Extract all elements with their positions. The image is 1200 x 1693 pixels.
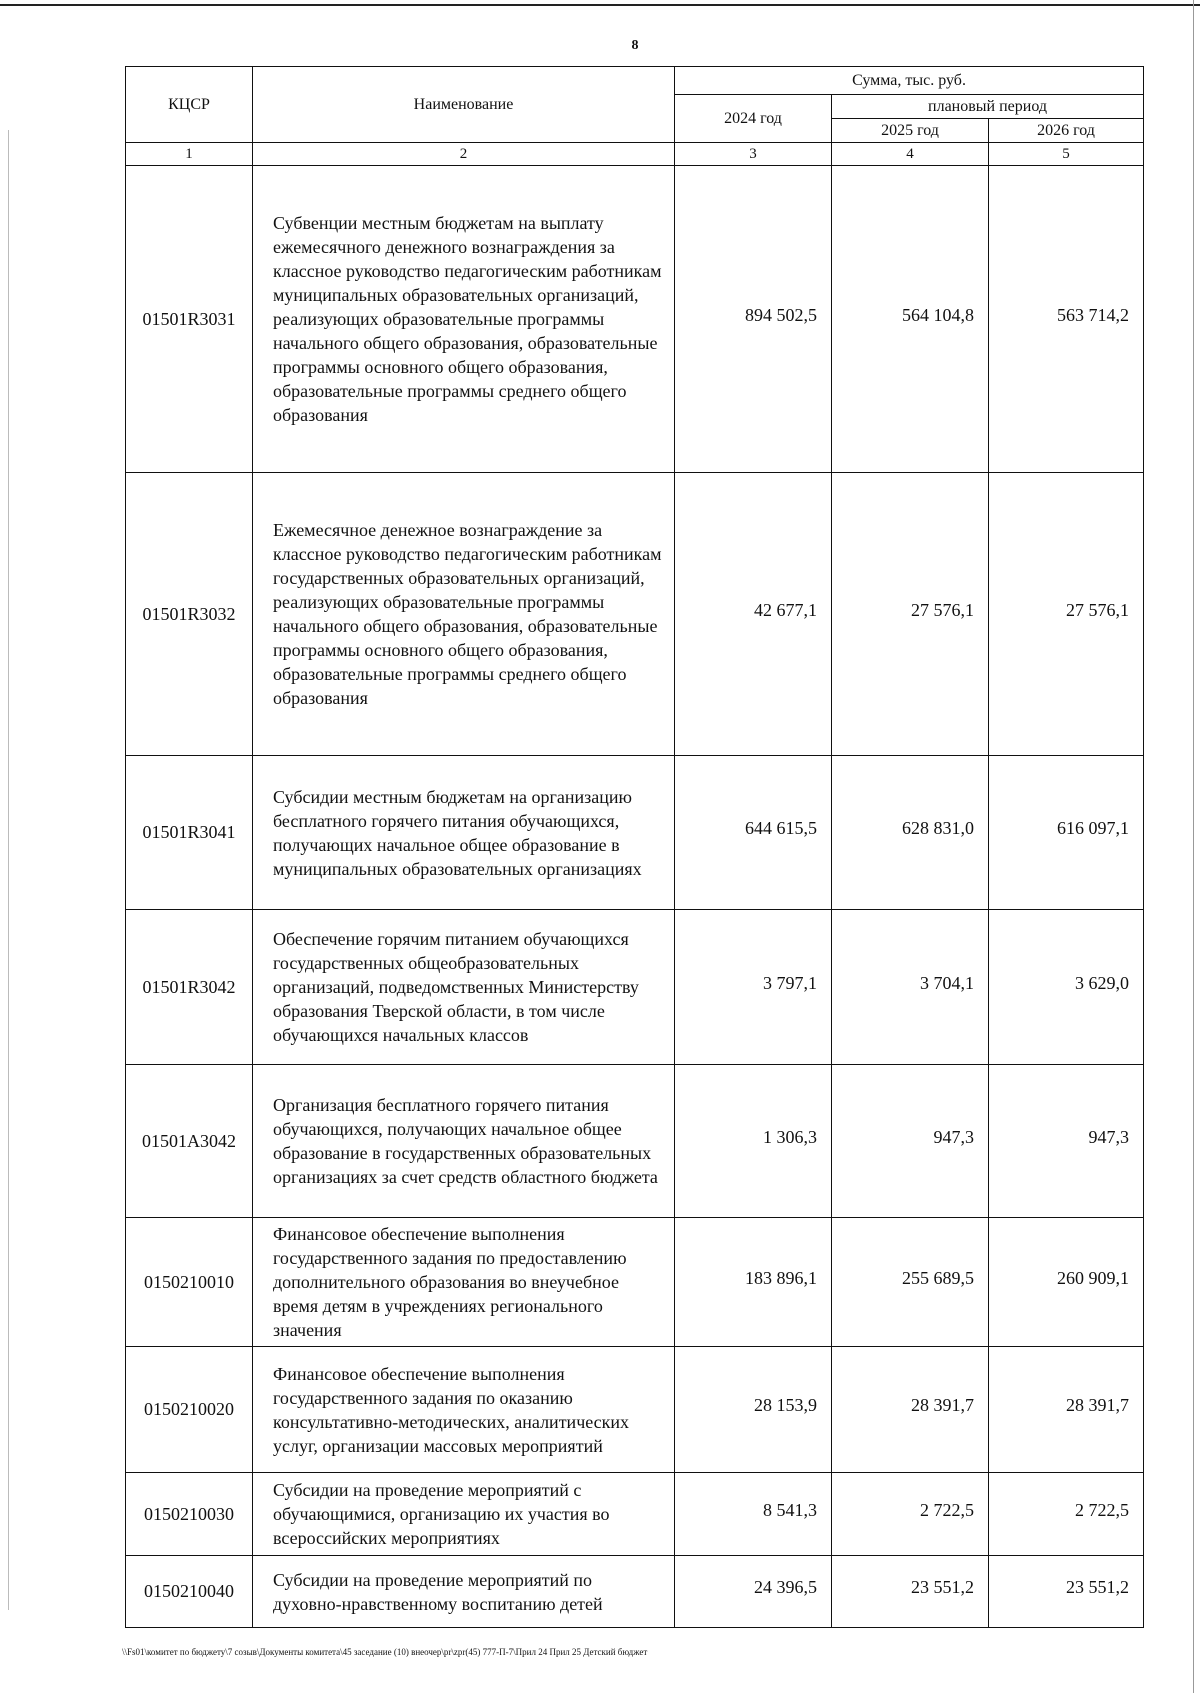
value-2025: 564 104,8 (832, 166, 989, 473)
row-name: Финансовое обеспечение выполнения государственного задания по оказанию консультативно-методических, аналитических услуг, организации массовых мероприятий (253, 1347, 675, 1473)
page-number: 8 (631, 38, 639, 53)
header-year-2026: 2026 год (989, 119, 1144, 143)
value-2024: 183 896,1 (675, 1218, 832, 1347)
row-code: 0150210030 (126, 1473, 253, 1556)
value-2025: 255 689,5 (832, 1218, 989, 1347)
row-name: Финансовое обеспечение выполнения государственного задания по предоставлению дополнительного образования во внеучебное время детям в учреждениях регионального значения (253, 1218, 675, 1347)
row-code: 01501А3042 (126, 1065, 253, 1218)
table-row (126, 473, 1144, 756)
value-2024: 42 677,1 (675, 473, 832, 756)
value-2025: 947,3 (832, 1065, 989, 1218)
value-2024: 28 153,9 (675, 1347, 832, 1473)
value-2026: 616 097,1 (989, 756, 1144, 910)
row-code: 01501R3041 (126, 756, 253, 910)
value-2024: 1 306,3 (675, 1065, 832, 1218)
row-code: 01501R3032 (126, 473, 253, 756)
value-2024: 894 502,5 (675, 166, 832, 473)
row-name: Организация бесплатного горячего питания обучающихся, получающих начальное общее образование в государственных образовательных организациях за счет средств областного бюджета (253, 1065, 675, 1218)
value-2025: 2 722,5 (832, 1473, 989, 1556)
table-row (126, 1473, 1144, 1556)
table-row (126, 1556, 1144, 1628)
row-name: Субсидии местным бюджетам на организацию бесплатного горячего питания обучающихся, получающих начальное общее образование в муниципальных образовательных организациях (253, 756, 675, 910)
value-2026: 2 722,5 (989, 1473, 1144, 1556)
row-name: Субсидии на проведение мероприятий по духовно-нравственному воспитанию детей (253, 1556, 675, 1628)
header-name: Наименование (253, 67, 675, 143)
header-year-2024: 2024 год (675, 95, 832, 143)
value-2025: 628 831,0 (832, 756, 989, 910)
column-number: 3 (675, 143, 832, 166)
column-number: 4 (832, 143, 989, 166)
value-2026: 3 629,0 (989, 910, 1144, 1065)
header-sum: Сумма, тыс. руб. (675, 67, 1144, 95)
top-border-line (0, 4, 1200, 6)
row-name: Обеспечение горячим питанием обучающихся государственных общеобразовательных организаций, подведомственных Министерству образования Тверской области, в том числе обучающихся начальных классов (253, 910, 675, 1065)
value-2025: 23 551,2 (832, 1556, 989, 1628)
value-2025: 28 391,7 (832, 1347, 989, 1473)
value-2026: 563 714,2 (989, 166, 1144, 473)
header-year-2025: 2025 год (832, 119, 989, 143)
value-2025: 3 704,1 (832, 910, 989, 1065)
column-number: 2 (253, 143, 675, 166)
scan-edge-line (1193, 0, 1194, 1693)
value-2024: 3 797,1 (675, 910, 832, 1065)
row-code: 0150210010 (126, 1218, 253, 1347)
value-2026: 27 576,1 (989, 473, 1144, 756)
value-2024: 8 541,3 (675, 1473, 832, 1556)
row-name: Субвенции местным бюджетам на выплату ежемесячного денежного вознаграждения за классное руководство педагогическим работникам муниципальных образовательных организаций, реализующих образовательные программы начального общего образования, образовательные программы основного общего образования, образовательные программы среднего общего образования (253, 166, 675, 473)
value-2025: 27 576,1 (832, 473, 989, 756)
table-row (126, 166, 1144, 473)
column-number: 1 (126, 143, 253, 166)
value-2026: 28 391,7 (989, 1347, 1144, 1473)
table-row (126, 1347, 1144, 1473)
scan-edge-line (8, 130, 9, 1610)
table-row (126, 756, 1144, 910)
value-2024: 644 615,5 (675, 756, 832, 910)
value-2024: 24 396,5 (675, 1556, 832, 1628)
value-2026: 23 551,2 (989, 1556, 1144, 1628)
row-code: 01501R3042 (126, 910, 253, 1065)
table-row (126, 1065, 1144, 1218)
row-code: 0150210020 (126, 1347, 253, 1473)
column-number: 5 (989, 143, 1144, 166)
row-name: Субсидии на проведение мероприятий с обучающимися, организацию их участия во всероссийских мероприятиях (253, 1473, 675, 1556)
row-code: 0150210040 (126, 1556, 253, 1628)
table-row (126, 1218, 1144, 1347)
value-2026: 947,3 (989, 1065, 1144, 1218)
header-planned-period: плановый период (832, 95, 1144, 119)
row-name: Ежемесячное денежное вознаграждение за классное руководство педагогическим работникам государственных образовательных организаций, реализующих образовательные программы начального общего образования, образовательные программы основного общего образования, образовательные программы среднего общего образования (253, 473, 675, 756)
budget-table (125, 66, 1144, 1628)
row-code: 01501R3031 (126, 166, 253, 473)
table-row (126, 910, 1144, 1065)
header-kcsr: КЦСР (126, 67, 253, 143)
value-2026: 260 909,1 (989, 1218, 1144, 1347)
file-path-footer: \\Fs01\комитет по бюджету\7 созыв\Документы комитета\45 заседание (10) внеочер\pr\zpr(45) 777-П-7\Прил 24 Прил 25 Детский бюджет (122, 1647, 648, 1657)
